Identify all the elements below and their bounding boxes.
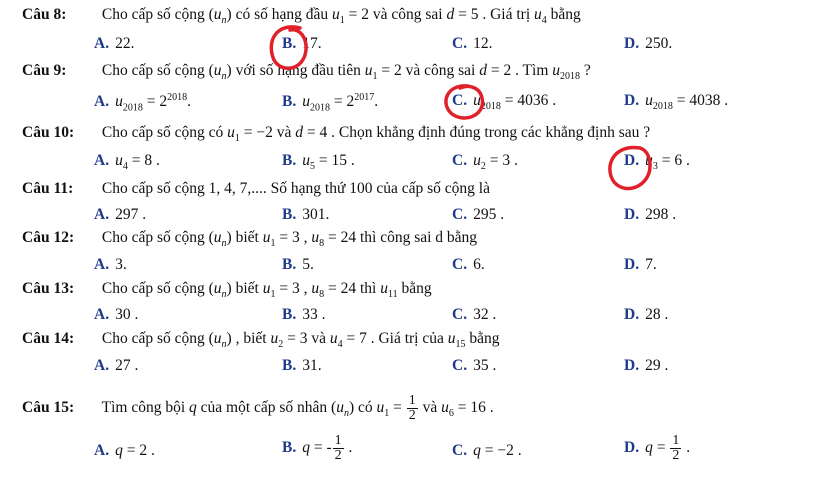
option-b[interactable]: B. $u_{2018} = 2^{2017}$.	[282, 92, 379, 114]
question-number: Câu 15:	[22, 399, 75, 417]
option-b-value: 33 .	[302, 306, 326, 323]
question-number: Câu 14:	[22, 330, 75, 347]
option-d[interactable]: D. 250.	[624, 35, 673, 52]
option-a-exponent: 2018	[167, 92, 188, 103]
question-number: Câu 9:	[22, 62, 67, 79]
options-9	[94, 92, 814, 112]
option-a-value: 297 .	[115, 206, 147, 223]
question-10	[22, 124, 650, 144]
question-13	[22, 280, 432, 300]
question-text: Tìm công bội q của một cấp số nhân $(u_n)$ có $u_1$ = $\frac{1}{2}$ và $u_6 = 16$ .	[101, 393, 494, 423]
option-b-sign: -	[326, 439, 332, 457]
question-prompt: Chọn khẳng định đúng trong các khẳng định sau ?	[338, 124, 651, 141]
question-11	[22, 180, 490, 198]
option-c-value: 295 .	[473, 206, 505, 223]
option-d-value: 250.	[645, 35, 673, 52]
option-c[interactable]: C. 35 .	[452, 357, 497, 374]
option-b-value: 5.	[302, 256, 314, 273]
option-a-value: 27 .	[115, 357, 139, 374]
question-text: Cho cấp số cộng $(u_n)$ biết $u_1 = 3$ , $u_8 = 24$ thì công sai d bằng	[101, 229, 478, 250]
option-a[interactable]: A. 27 .	[94, 357, 139, 374]
option-a-value: 30 .	[115, 306, 139, 323]
option-d[interactable]: D. 298 .	[624, 206, 677, 223]
question-14	[22, 330, 500, 350]
question-9	[22, 62, 591, 82]
option-b[interactable]: B. 31.	[282, 357, 322, 374]
option-c[interactable]: C. 6.	[452, 256, 485, 273]
option-c[interactable]: C. $u_{2018} = 4036$ .	[452, 92, 557, 113]
question-text: Cho cấp số cộng $(u_n)$ có số hạng đầu $u_1 = 2$ và công sai d = 5 . Giá trị $u_4$ bằng	[101, 6, 581, 27]
option-d-value: 298 .	[645, 206, 677, 223]
option-b[interactable]: B. 301.	[282, 206, 330, 223]
question-text: Cho cấp số cộng 1, 4, 7,.... Số hạng thứ 100 của cấp số cộng là	[101, 180, 490, 197]
option-d-value: 4038	[689, 92, 721, 109]
question-number: Câu 8:	[22, 6, 67, 23]
option-c-value: −2	[497, 442, 514, 459]
option-b[interactable]: B. $u_5 = 15$ .	[282, 152, 355, 173]
option-b[interactable]: B. 17.	[282, 35, 322, 52]
question-12	[22, 229, 477, 249]
question-number: Câu 12:	[22, 229, 75, 246]
option-c-value: 6.	[473, 256, 485, 273]
question-prompt: Tìm công bội	[101, 399, 186, 417]
option-d-value: 6	[674, 152, 683, 169]
option-c[interactable]: C. $u_2 = 3$ .	[452, 152, 518, 173]
question-text: Cho cấp số cộng $(u_n)$ biết $u_1 = 3$ , $u_8 = 24$ thì $u_{11}$ bằng	[101, 280, 432, 301]
question-prompt: Số hạng thứ 100 của cấp số cộng là	[270, 180, 490, 197]
option-d-value: 29 .	[645, 357, 669, 374]
option-c[interactable]: C. 295 .	[452, 206, 505, 223]
option-a-value: 3.	[115, 256, 127, 273]
option-d[interactable]: D. 29 .	[624, 357, 669, 374]
question-text: Cho cấp số cộng $(u_n)$ với số hạng đầu tiên $u_1 = 2$ và công sai d = 2 . Tìm $u_{2018}$ ?	[101, 62, 591, 83]
option-a-value: 8	[144, 152, 153, 169]
option-a-value: 2	[139, 442, 148, 459]
option-b-value: 17.	[302, 35, 322, 52]
options-14	[94, 357, 814, 377]
option-c-value: 3	[502, 152, 511, 169]
option-a-value: 22.	[115, 35, 135, 52]
option-c-value: 32 .	[473, 306, 497, 323]
option-c-value: 4036	[517, 92, 549, 109]
option-b-value: 31.	[302, 357, 322, 374]
option-b-base: 2	[346, 93, 355, 111]
sequence: 1, 4, 7,....	[208, 180, 267, 197]
option-c-value: 12.	[473, 35, 493, 52]
option-a[interactable]: A. $u_{2018} = 2^{2018}$.	[94, 92, 191, 114]
option-b-value: 301.	[302, 206, 330, 223]
option-b[interactable]: B. 33 .	[282, 306, 326, 323]
fraction: $\frac{1}{2}$	[408, 393, 416, 423]
option-d-value: 28 .	[645, 306, 669, 323]
options-8	[94, 35, 814, 55]
option-d[interactable]: D. $u_{2018} = 4038$ .	[624, 92, 729, 113]
option-d[interactable]: D. 7.	[624, 256, 657, 273]
option-a-base: 2	[159, 93, 168, 111]
option-a[interactable]: A. $u_4 = 8$ .	[94, 152, 160, 173]
option-a[interactable]: A. 3.	[94, 256, 127, 273]
option-b[interactable]: B. 5.	[282, 256, 314, 273]
options-13	[94, 306, 814, 326]
question-text: Cho cấp số cộng $(u_n)$ , biết $u_2 = 3$ và $u_4 = 7$ . Giá trị của $u_{15}$ bằng	[101, 330, 500, 351]
option-b-exponent: 2017	[354, 92, 375, 103]
fraction: $\frac{1}{2}$	[334, 433, 342, 463]
question-number: Câu 11:	[22, 180, 74, 197]
option-b[interactable]: B. q = - $\frac{1}{2}$ .	[282, 433, 353, 463]
option-d[interactable]: D. q = $\frac{1}{2}$ .	[624, 433, 691, 463]
option-a[interactable]: A. 30 .	[94, 306, 139, 323]
option-a[interactable]: A. q = 2 .	[94, 442, 155, 459]
question-prompt: thì công sai d bằng	[359, 229, 478, 246]
options-12	[94, 256, 814, 276]
option-d[interactable]: D. $u_3 = 6$ .	[624, 152, 690, 173]
option-c[interactable]: C. q = −2 .	[452, 442, 522, 459]
question-number: Câu 13:	[22, 280, 75, 297]
option-c[interactable]: C. 12.	[452, 35, 493, 52]
question-text: Cho cấp số cộng có $u_1 = -2$ và d = 4 . Chọn khẳng định đúng trong các khẳng định sau ?	[101, 124, 651, 145]
fraction: $\frac{1}{2}$	[672, 433, 680, 463]
option-a[interactable]: A. 22.	[94, 35, 135, 52]
question-number: Câu 10:	[22, 124, 75, 141]
options-10	[94, 152, 814, 172]
options-11	[94, 206, 814, 226]
option-d-value: 7.	[645, 256, 657, 273]
question-8	[22, 6, 581, 26]
option-b-value: 15	[331, 152, 347, 169]
options-15	[94, 433, 814, 468]
option-c-value: 35 .	[473, 357, 497, 374]
option-a[interactable]: A. 297 .	[94, 206, 147, 223]
option-d[interactable]: D. 28 .	[624, 306, 669, 323]
question-15	[22, 394, 494, 423]
option-c[interactable]: C. 32 .	[452, 306, 497, 323]
